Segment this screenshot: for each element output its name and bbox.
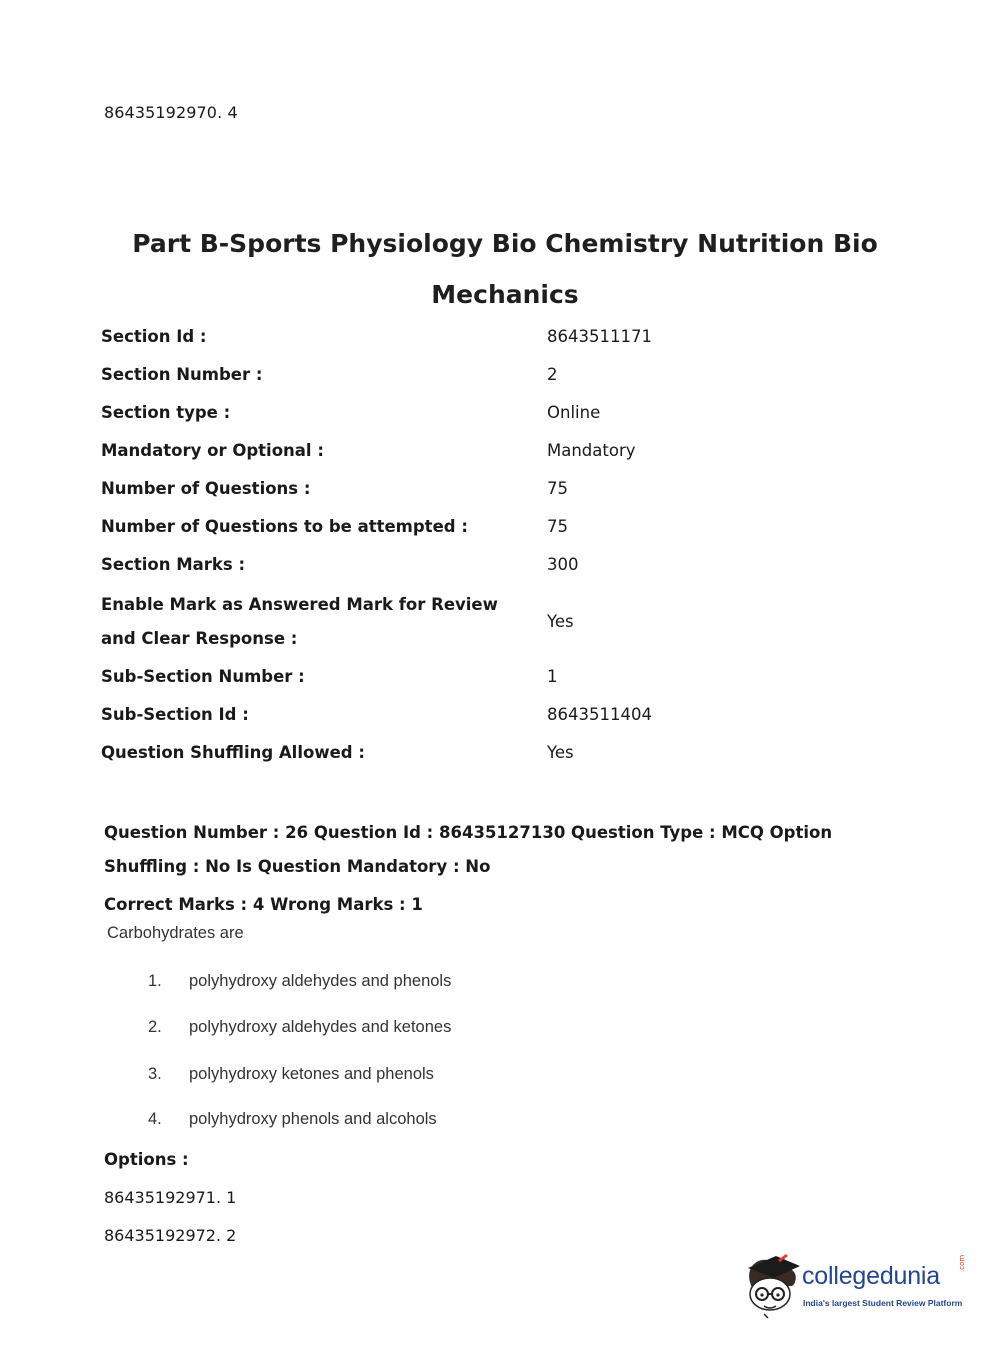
logo-tagline: India's largest Student Review Platform bbox=[803, 1298, 963, 1308]
info-value: Yes bbox=[547, 612, 574, 631]
choice-text: polyhydroxy aldehydes and ketones bbox=[189, 1018, 452, 1036]
logo-suffix: .com bbox=[958, 1254, 966, 1272]
info-value: 75 bbox=[547, 479, 568, 498]
option-id-line: 86435192971. 1 bbox=[104, 1188, 237, 1207]
info-label: Sub-Section Number : bbox=[101, 667, 305, 686]
info-value: 1 bbox=[547, 667, 558, 686]
question-text: Carbohydrates are bbox=[107, 924, 244, 942]
question-meta: Question Number : 26 Question Id : 86435127130 Question Type : MCQ Option Shuffling : No Is Question Mandatory : No bbox=[104, 823, 833, 876]
choice-text: polyhydroxy aldehydes and phenols bbox=[189, 972, 452, 990]
info-label: Enable Mark as Answered Mark for Review and Clear Response : bbox=[101, 595, 498, 648]
info-label: Number of Questions : bbox=[101, 479, 311, 498]
info-label: Number of Questions to be attempted : bbox=[101, 517, 468, 536]
collegedunia-logo bbox=[742, 1250, 972, 1320]
question-marks: Correct Marks : 4 Wrong Marks : 1 bbox=[104, 895, 423, 914]
info-value: 2 bbox=[547, 365, 558, 384]
info-value: Mandatory bbox=[547, 441, 636, 460]
choice-text: polyhydroxy phenols and alcohols bbox=[189, 1110, 437, 1128]
choice-number: 3. bbox=[148, 1065, 162, 1083]
choice-number: 1. bbox=[148, 972, 162, 990]
info-value: 8643511171 bbox=[547, 327, 652, 346]
previous-option-id: 86435192970. 4 bbox=[104, 103, 238, 122]
info-value: 300 bbox=[547, 555, 579, 574]
info-label: Mandatory or Optional : bbox=[101, 441, 324, 460]
mascot-icon bbox=[742, 1250, 802, 1320]
info-label: Section type : bbox=[101, 403, 231, 422]
logo-wordmark: collegedunia bbox=[802, 1262, 940, 1290]
info-value: 8643511404 bbox=[547, 705, 652, 724]
info-label: Question Shuffling Allowed : bbox=[101, 743, 365, 762]
info-value: Online bbox=[547, 403, 601, 422]
info-label: Section Number : bbox=[101, 365, 263, 384]
info-label: Section Marks : bbox=[101, 555, 246, 574]
option-id-line: 86435192972. 2 bbox=[104, 1226, 237, 1245]
info-label: Section Id : bbox=[101, 327, 207, 346]
choice-text: polyhydroxy ketones and phenols bbox=[189, 1065, 434, 1083]
choice-number: 2. bbox=[148, 1018, 162, 1036]
part-title: Part B-Sports Physiology Bio Chemistry Nutrition Bio Mechanics bbox=[132, 229, 878, 309]
info-value: Yes bbox=[547, 743, 574, 762]
options-label: Options : bbox=[104, 1150, 189, 1169]
info-value: 75 bbox=[547, 517, 568, 536]
info-label: Sub-Section Id : bbox=[101, 705, 249, 724]
choice-number: 4. bbox=[148, 1110, 162, 1128]
